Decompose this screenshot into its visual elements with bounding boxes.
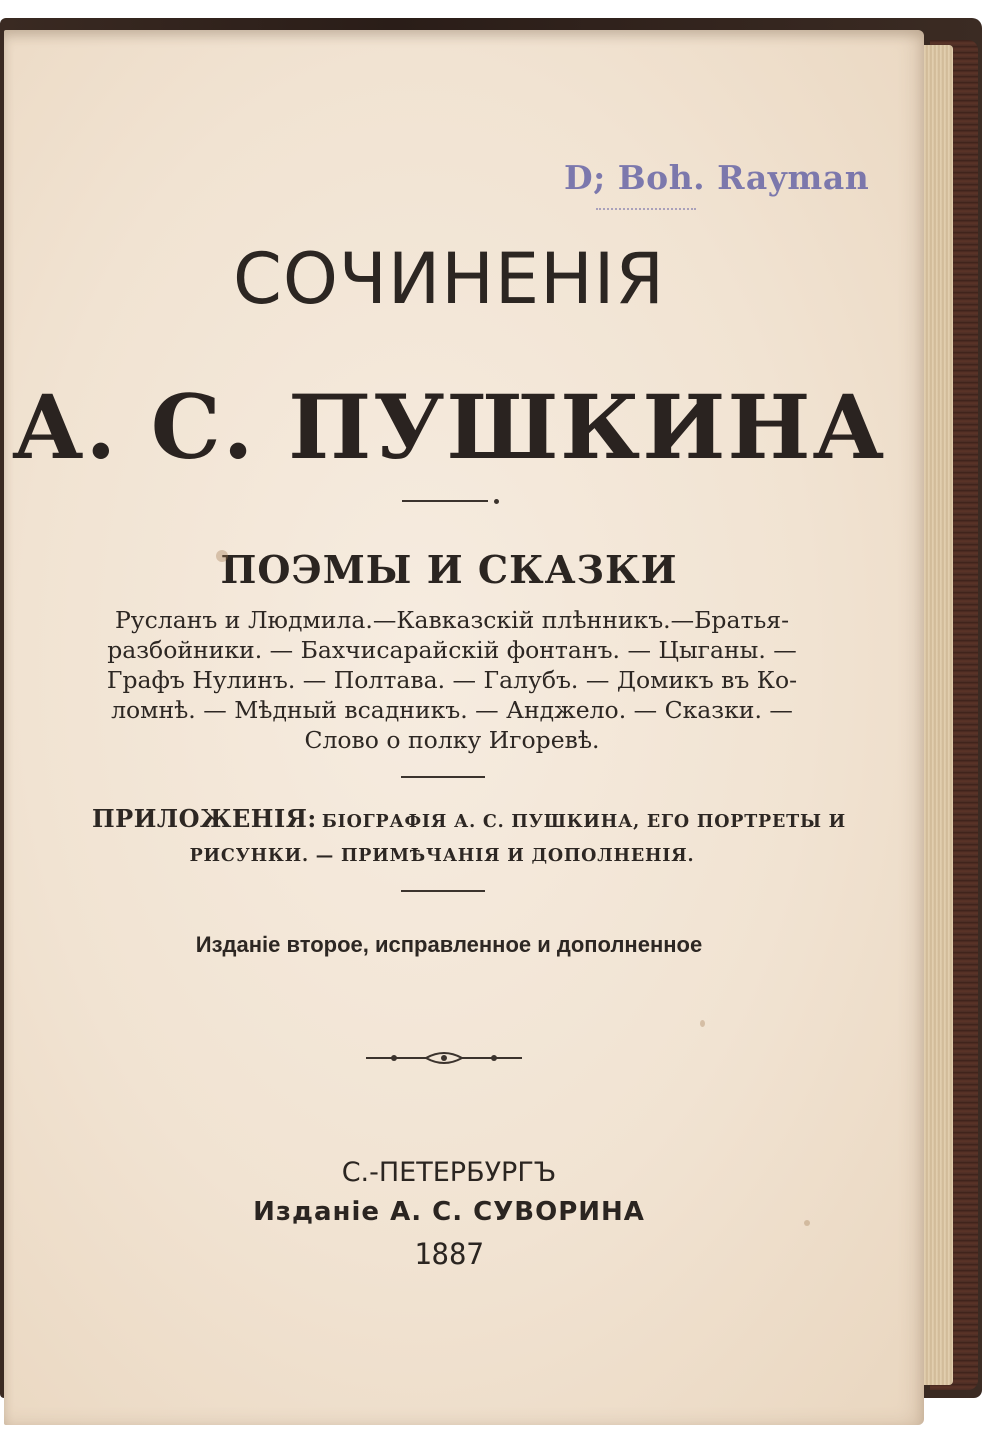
stamp-dots bbox=[596, 208, 696, 214]
divider-rule-3 bbox=[401, 890, 485, 892]
title-author: А. С. ПУШКИНА bbox=[11, 375, 887, 479]
divider-dot bbox=[494, 499, 499, 504]
foxing-spot bbox=[804, 1220, 810, 1226]
contents-line: разбойники. — Бахчисарайскій фонтанъ. — Цыганы. — bbox=[107, 636, 797, 664]
appendix-line-1 bbox=[92, 802, 847, 839]
divider-rule-1 bbox=[402, 500, 488, 502]
owner-stamp: D; Boh. Rayman bbox=[564, 158, 870, 197]
appendix-lead: ПРИЛОЖЕНІЯ: bbox=[92, 804, 317, 833]
appendix-text: БІОГРАФІЯ А. С. ПУШКИНА, ЕГО ПОРТРЕТЫ И bbox=[321, 812, 847, 832]
title-works: СОЧИНЕНІЯ bbox=[232, 238, 666, 320]
contents-line: Графъ Нулинъ. — Полтава. — Галубъ. — Домикъ въ Ко- bbox=[106, 666, 798, 694]
appendix-text: РИСУНКИ. — ПРИМѢЧАНІЯ И ДОПОЛНЕНІЯ. bbox=[189, 846, 695, 866]
ornament-divider bbox=[364, 1046, 524, 1070]
contents-line: Слово о полку Игоревѣ. bbox=[304, 726, 600, 754]
edition-note: Изданіе второе, исправленное и дополненное bbox=[195, 932, 703, 957]
contents-line: Русланъ и Людмила.—Кавказскій плѣнникъ.—Братья- bbox=[114, 606, 790, 634]
imprint-city: С.-ПЕТЕРБУРГЪ bbox=[341, 1157, 557, 1188]
section-subtitle: ПОЭМЫ И СКАЗКИ bbox=[220, 547, 678, 592]
imprint-year: 1887 bbox=[414, 1237, 484, 1271]
title-page bbox=[4, 30, 924, 1425]
divider-rule-2 bbox=[401, 776, 485, 778]
contents-list bbox=[92, 605, 812, 755]
imprint-publisher: Изданіе А. С. СУВОРИНА bbox=[253, 1197, 645, 1227]
foxing-spot bbox=[216, 550, 228, 562]
foxing-spot bbox=[700, 1020, 705, 1027]
appendix-block bbox=[92, 802, 847, 873]
appendix-line-2 bbox=[92, 839, 812, 873]
contents-line: ломнѣ. — Мѣдный всадникъ. — Анджело. — Сказки. — bbox=[111, 696, 793, 724]
